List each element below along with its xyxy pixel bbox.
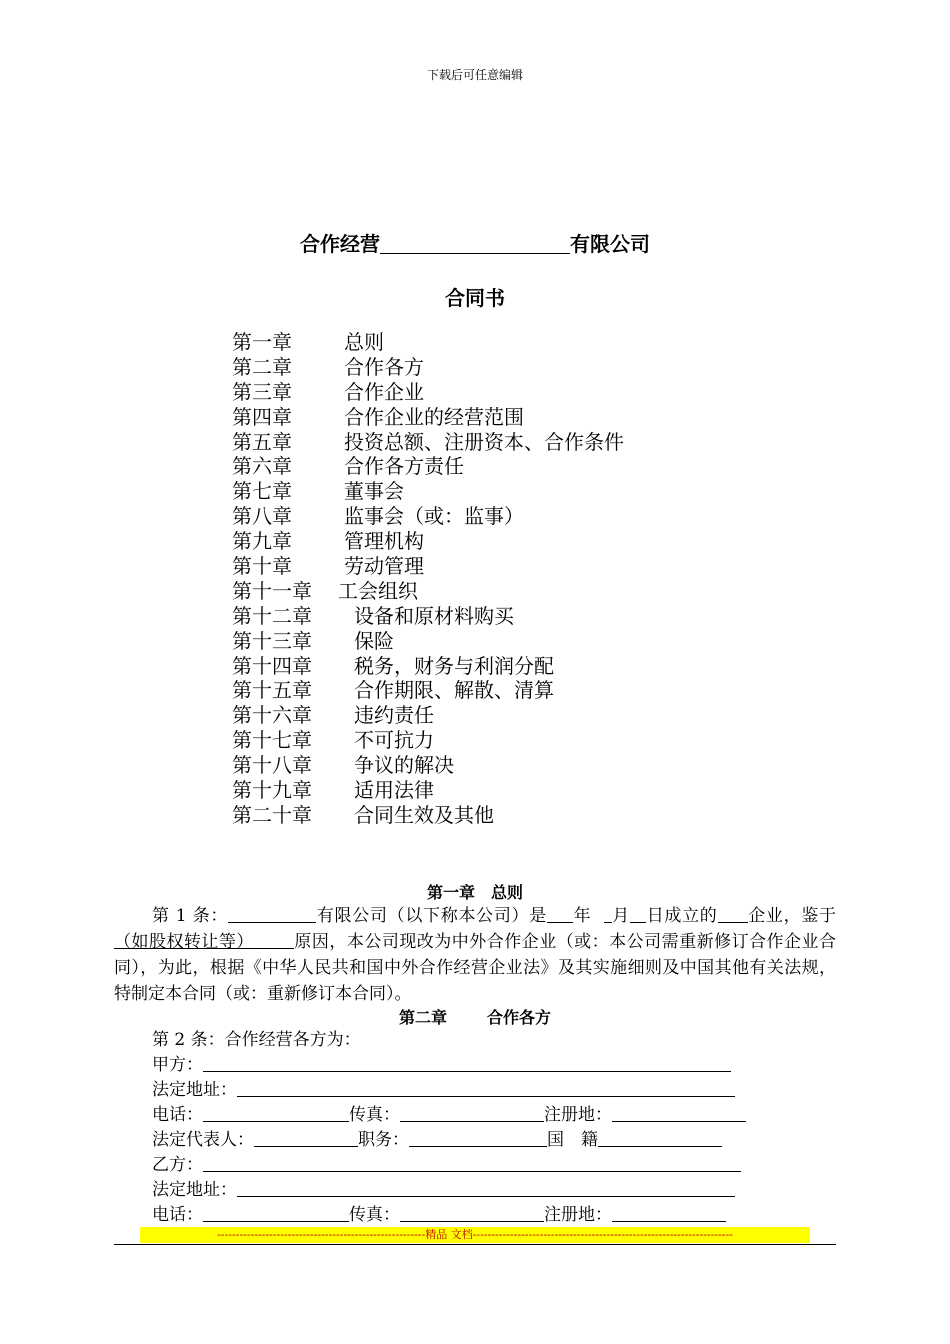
blank-field [547,904,573,923]
address-field [237,1178,735,1197]
footer-banner: --------------------------------------------------------精品 文档---------------------------------------------------------------------- [140,1227,810,1243]
party-a-field [203,1053,731,1072]
toc-item: 第六章 合作各方责任 [232,454,464,479]
toc-item: 第一章 总则 [232,330,384,354]
blank-field [718,904,748,923]
blank-field [254,930,294,949]
toc-item: 第十六章 违约责任 [232,703,434,728]
toc-item: 第十九章 适用法律 [232,778,434,803]
footer-divider [114,1244,836,1245]
article-1: 第 1 条： 有限公司（以下称本公司）是 年 月 日成立的 企业，鉴于（如股权转让等） 原因，本公司现改为中外合作企业（或：本公司需重新修订合作企业合同），为此，根据《中华人民共和国中外合作经营企业法》及其实施细则及中国其他有关法规，特制定本合同（或：重新修订本合同）。 [114,906,837,1004]
toc-item: 第二章 合作各方 [232,354,424,379]
footer-label: 精品 文档 [425,1228,473,1241]
toc-item: 第九章 管理机构 [232,529,424,554]
party-a-address-line: 法定地址： [152,1078,735,1102]
toc-item: 第十章 劳动管理 [232,554,424,579]
blank-field [228,904,316,923]
blank-field [604,904,612,923]
party-b-line: 乙方： [152,1153,741,1177]
fax-field [400,1203,544,1222]
party-b-address-line: 法定地址： [152,1178,735,1202]
party-b-field [203,1153,741,1172]
toc-item: 第十七章 不可抗力 [232,728,434,753]
toc-item: 第十一章 工会组织 [232,578,418,603]
toc-item: 第十八章 争议的解决 [232,753,454,778]
registration-field [612,1203,726,1222]
toc-item: 第三章 合作企业 [232,379,424,404]
toc-item: 第十四章 税务，财务与利润分配 [232,653,554,678]
title-suffix: 有限公司 [570,232,650,256]
phone-field [203,1103,349,1122]
toc-item: 第四章 合作企业的经营范围 [232,404,524,429]
toc-item: 第十三章 保险 [232,628,394,653]
party-a-contact-line: 电话： 传真： 注册地： [152,1103,746,1127]
toc-item: 第二十章 合同生效及其他 [232,802,494,827]
nationality-field [598,1128,722,1147]
representative-field [254,1128,358,1147]
toc-item: 第八章 监事会（或：监事） [232,504,524,529]
chapter-2-heading: 第二章 合作各方 [398,1008,552,1027]
table-of-contents [232,330,624,828]
toc-item: 第十二章 设备和原材料购买 [232,603,514,628]
party-a-line: 甲方： [152,1053,731,1077]
fax-field [400,1103,544,1122]
address-field [237,1078,735,1097]
registration-field [612,1103,746,1122]
blank-field [630,904,646,923]
toc-item: 第七章 董事会 [232,479,404,504]
company-name-blank [380,231,570,254]
contract-title [0,228,950,257]
header-note: 下载后可任意编辑 [426,68,523,82]
post-field [409,1128,547,1147]
title-prefix: 合作经营 [300,232,380,256]
phone-field [203,1203,349,1222]
chapter-1-heading: 第一章 总则 [426,883,523,902]
contract-subtitle: 合同书 [445,286,505,310]
toc-item: 第十五章 合作期限、解散、清算 [232,678,554,703]
party-b-contact-line: 电话： 传真： 注册地： [152,1203,726,1227]
party-a-representative-line: 法定代表人： 职务： 国 籍 [152,1128,722,1152]
toc-item: 第五章 投资总额、注册资本、合作条件 [232,429,624,454]
article-2: 第 2 条：合作经营各方为： [152,1030,361,1050]
